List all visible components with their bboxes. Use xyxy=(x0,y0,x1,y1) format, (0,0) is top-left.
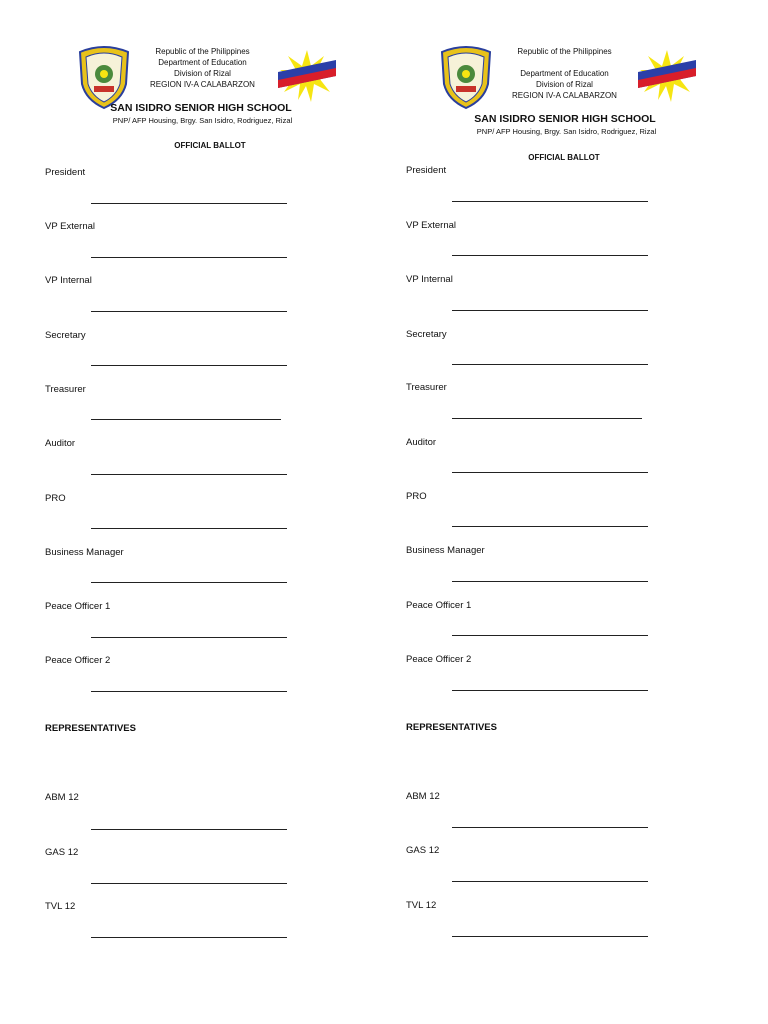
sun-banner-icon xyxy=(638,50,696,102)
vote-line-abm-12[interactable] xyxy=(91,829,287,830)
position-label-peace-officer-1: Peace Officer 1 xyxy=(406,600,472,611)
position-label-secretary: Secretary xyxy=(406,329,447,340)
header-division: Division of Rizal xyxy=(174,69,231,78)
vote-line-president[interactable] xyxy=(91,203,287,204)
header-republic: Republic of the Philippines xyxy=(517,47,612,56)
government-header xyxy=(130,46,275,90)
vote-line-pro[interactable] xyxy=(452,526,648,527)
vote-line-treasurer[interactable] xyxy=(91,419,281,420)
vote-line-auditor[interactable] xyxy=(452,472,648,473)
position-label-treasurer: Treasurer xyxy=(406,382,447,393)
vote-line-business-manager[interactable] xyxy=(452,581,648,582)
header-division: Division of Rizal xyxy=(536,80,593,89)
position-label-peace-officer-1: Peace Officer 1 xyxy=(45,601,111,612)
sun-banner-icon xyxy=(278,50,336,102)
vote-line-secretary[interactable] xyxy=(452,364,648,365)
school-name: SAN ISIDRO SENIOR HIGH SCHOOL xyxy=(110,102,292,114)
position-label-peace-officer-2: Peace Officer 2 xyxy=(45,655,111,666)
school-seal-icon xyxy=(438,44,494,110)
vote-line-tvl-12[interactable] xyxy=(452,936,648,937)
vote-line-tvl-12[interactable] xyxy=(91,937,287,938)
header-department: Department of Education xyxy=(520,69,609,78)
representatives-heading: REPRESENTATIVES xyxy=(406,722,497,733)
position-label-president: President xyxy=(45,167,86,178)
vote-line-gas-12[interactable] xyxy=(91,883,287,884)
vote-line-abm-12[interactable] xyxy=(452,827,648,828)
government-header xyxy=(492,46,637,101)
ballot-right xyxy=(384,0,768,1024)
position-label-vp-internal: VP Internal xyxy=(45,275,92,286)
position-label-business-manager: Business Manager xyxy=(45,547,124,558)
position-label-pro: PRO xyxy=(406,491,427,502)
header-republic: Republic of the Philippines xyxy=(155,47,250,56)
vote-line-secretary[interactable] xyxy=(91,365,287,366)
vote-line-auditor[interactable] xyxy=(91,474,287,475)
school-name: SAN ISIDRO SENIOR HIGH SCHOOL xyxy=(474,113,656,125)
header-region: REGION IV-A CALABARZON xyxy=(512,91,617,100)
rep-label-tvl-12: TVL 12 xyxy=(406,900,437,911)
vote-line-president[interactable] xyxy=(452,201,648,202)
ballot-title: OFFICIAL BALLOT xyxy=(174,141,246,150)
header-department: Department of Education xyxy=(158,58,247,67)
rep-label-abm-12: ABM 12 xyxy=(45,792,79,803)
vote-line-vp-internal[interactable] xyxy=(452,310,648,311)
vote-line-treasurer[interactable] xyxy=(452,418,642,419)
position-label-treasurer: Treasurer xyxy=(45,384,86,395)
vote-line-vp-internal[interactable] xyxy=(91,311,287,312)
vote-line-peace-officer-1[interactable] xyxy=(91,637,287,638)
vote-line-pro[interactable] xyxy=(91,528,287,529)
position-label-vp-external: VP External xyxy=(406,220,456,231)
header-region: REGION IV-A CALABARZON xyxy=(150,80,255,89)
position-label-vp-external: VP External xyxy=(45,221,95,232)
rep-label-gas-12: GAS 12 xyxy=(45,847,79,858)
vote-line-peace-officer-2[interactable] xyxy=(452,690,648,691)
representatives-heading: REPRESENTATIVES xyxy=(45,723,136,734)
vote-line-vp-external[interactable] xyxy=(452,255,648,256)
rep-label-tvl-12: TVL 12 xyxy=(45,901,76,912)
position-label-auditor: Auditor xyxy=(406,437,437,448)
vote-line-peace-officer-2[interactable] xyxy=(91,691,287,692)
rep-label-abm-12: ABM 12 xyxy=(406,791,440,802)
school-address: PNP/ AFP Housing, Brgy. San Isidro, Rodriguez, Rizal xyxy=(112,116,293,125)
position-label-vp-internal: VP Internal xyxy=(406,274,453,285)
ballot-title: OFFICIAL BALLOT xyxy=(528,153,600,162)
school-seal-icon xyxy=(76,44,132,110)
position-label-pro: PRO xyxy=(45,493,66,504)
position-label-peace-officer-2: Peace Officer 2 xyxy=(406,654,472,665)
vote-line-business-manager[interactable] xyxy=(91,582,287,583)
rep-label-gas-12: GAS 12 xyxy=(406,845,440,856)
position-label-secretary: Secretary xyxy=(45,330,86,341)
position-label-auditor: Auditor xyxy=(45,438,76,449)
position-label-business-manager: Business Manager xyxy=(406,545,485,556)
vote-line-gas-12[interactable] xyxy=(452,881,648,882)
school-address: PNP/ AFP Housing, Brgy. San Isidro, Rodriguez, Rizal xyxy=(476,127,657,136)
vote-line-vp-external[interactable] xyxy=(91,257,287,258)
vote-line-peace-officer-1[interactable] xyxy=(452,635,648,636)
position-label-president: President xyxy=(406,165,447,176)
